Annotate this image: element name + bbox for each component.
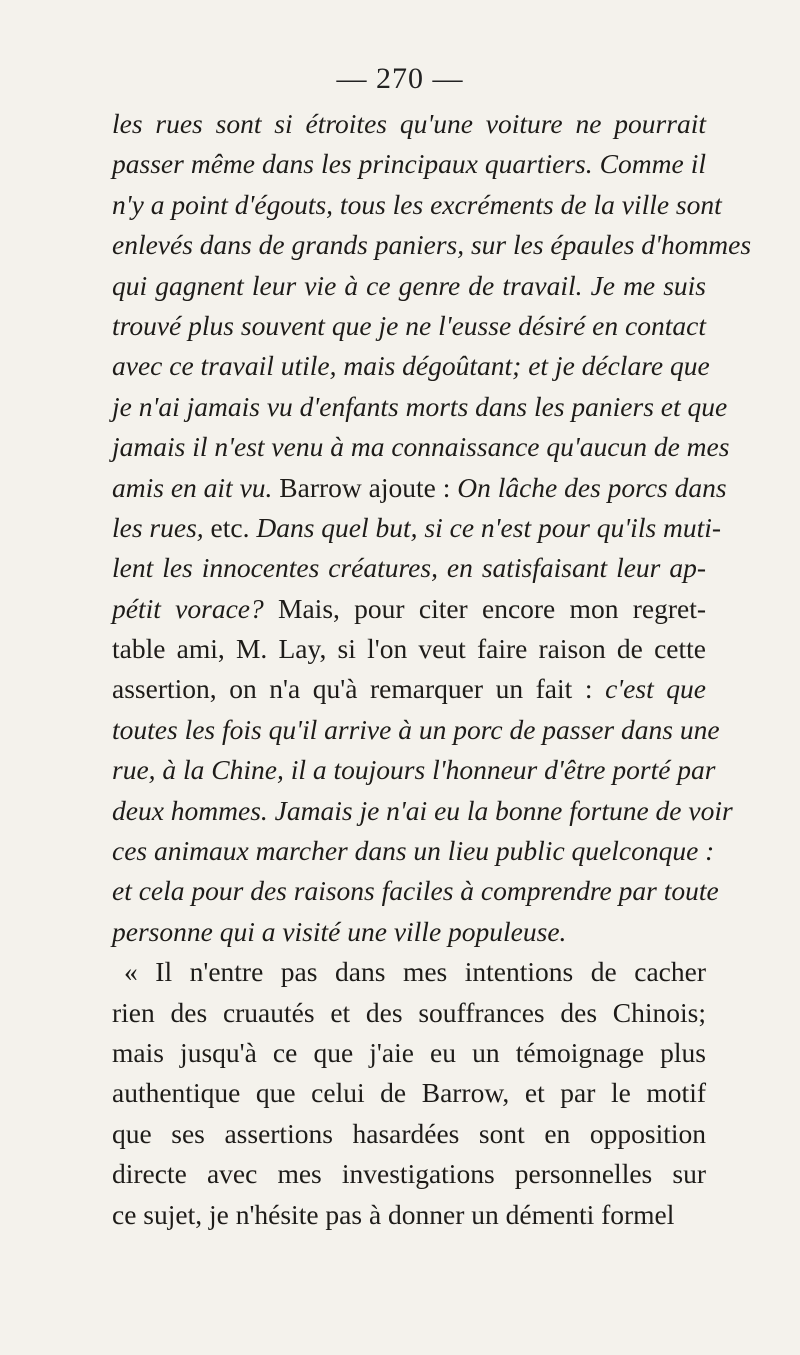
body-text [112,104,752,1235]
page-number: — 270 — [336,62,464,95]
text-line [112,912,706,952]
text-segment: que ses assertions hasardées sont en opposition [112,1117,706,1149]
italic-text-segment: qui gagnent leur vie à ce genre de travail. Je me suis [112,269,706,301]
italic-text-segment: pétit vorace? [112,592,279,624]
italic-text-segment: les rues sont si étroites qu'une voiture ne pourrait [112,108,706,139]
italic-text-segment: ces animaux marcher dans un lieu public quelconque : [112,835,715,867]
text-segment: table ami, M. Lay, si l'on veut faire raison de cette [112,633,706,665]
text-line [112,831,715,871]
text-line [112,306,706,346]
text-line [112,1073,706,1113]
italic-text-segment: les rues, [112,511,211,543]
italic-text-segment: et cela pour des raisons faciles à comprendre par toute [112,875,719,907]
text-segment: directe avec mes investigations personnelles sur [112,1158,706,1190]
italic-text-segment: toutes les fois qu'il arrive à un porc de passer dans une [112,713,720,745]
text-line [112,185,722,225]
text-line [112,629,706,669]
text-segment: assertion, on n'a qu'à remarquer un fait : [112,673,606,705]
text-segment: Barrow ajoute : [279,471,458,503]
italic-text-segment: rue, à la Chine, il a toujours l'honneur d'être porté par [112,754,716,786]
italic-text-segment: enlevés dans de grands paniers, sur les épaules d'hommes [112,229,752,261]
text-line [112,468,727,508]
text-line [112,1154,706,1194]
text-line [112,791,733,831]
text-line [112,144,706,184]
text-segment: etc. [210,511,257,543]
text-line [112,508,722,548]
text-line [112,993,706,1033]
text-line [112,952,706,992]
text-line [112,1114,706,1154]
text-segment: Mais, pour citer encore mon regret- [278,592,706,624]
text-line [112,669,706,709]
text-line [112,225,752,265]
italic-text-segment: amis en ait vu. [112,471,280,503]
text-line [112,1033,706,1073]
italic-text-segment: avec ce travail utile, mais dégoûtant; et je déclare que [112,350,710,382]
text-segment: rien des cruautés et des souffrances des Chinois; [112,996,706,1028]
text-line [112,548,706,588]
italic-text-segment: c'est que [605,673,706,705]
italic-text-segment: lent les innocentes créatures, en satisfaisant leur ap- [112,552,706,584]
italic-text-segment: passer même dans les principaux quartiers. Comme il [112,148,706,180]
text-segment: « Il n'entre pas dans mes intentions de cacher [124,956,706,988]
text-segment: authentique que celui de Barrow, et par le motif [112,1077,706,1109]
italic-text-segment: n'y a point d'égouts, tous les excréments de la ville sont [112,188,722,220]
italic-text-segment: On lâche des porcs dans [457,471,727,503]
text-line [112,266,706,306]
text-segment: mais jusqu'à ce que j'aie eu un témoignage plus [112,1036,706,1068]
text-segment: ce sujet, je n'hésite pas à donner un démenti formel [112,1198,675,1230]
italic-text-segment: deux hommes. Jamais je n'ai eu la bonne fortune de voir [112,794,733,826]
text-line [112,346,710,386]
italic-text-segment: Dans quel but, si ce n'est pour qu'ils muti- [256,511,722,543]
text-line [112,871,719,911]
text-line [112,710,720,750]
text-line [112,1195,706,1235]
text-line [112,387,728,427]
italic-text-segment: personne qui a visité une ville populeuse. [112,915,567,947]
italic-text-segment: trouvé plus souvent que je ne l'eusse désiré en contact [112,309,706,341]
text-line [112,589,706,629]
italic-text-segment: je n'ai jamais vu d'enfants morts dans les paniers et que [112,390,728,422]
italic-text-segment: jamais il n'est venu à ma connaissance qu'aucun de mes [112,431,730,463]
text-line [112,104,706,144]
text-line [112,427,730,467]
text-line [112,750,716,790]
